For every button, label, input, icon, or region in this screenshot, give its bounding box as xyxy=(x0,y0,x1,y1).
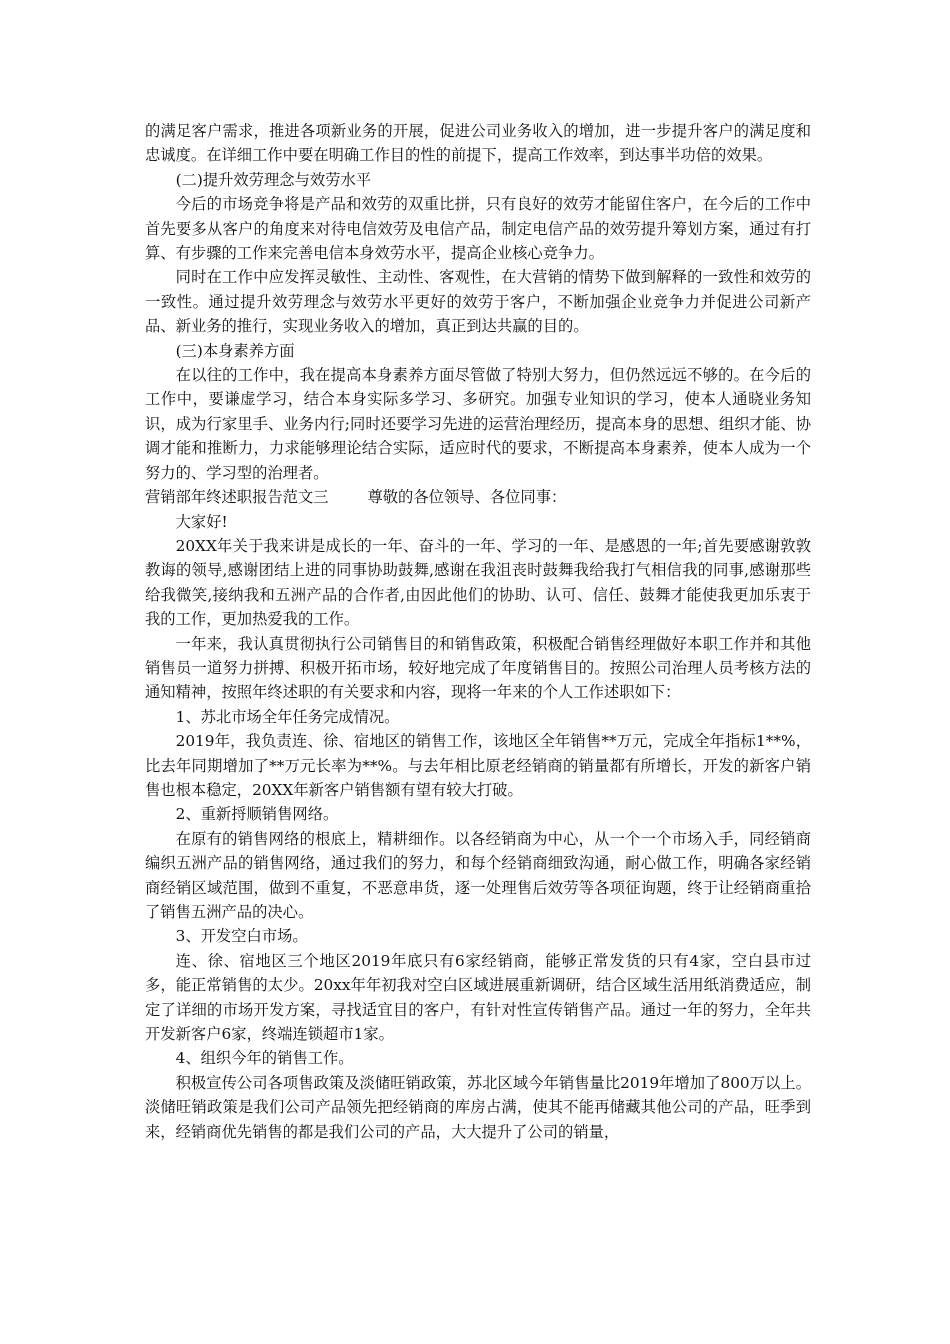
paragraph-greeting: 大家好! xyxy=(175,512,228,531)
paragraph-item-1: 2019年，我负责连、徐、宿地区的销售工作，该地区全年销售**万元，完成全年指标1**%，比去年同期增加了**万元长率为**%。与去年相比原老经销商的销量都有所增长，开发的新客户销售也根本稳定，20XX年新客户销售额有望有较大打破。 xyxy=(145,732,811,799)
paragraph-item-4: 积极宣传公司各项售政策及淡储旺销政策，苏北区域今年销售量比2019年增加了800万以上。淡储旺销政策是我们公司产品领先把经销商的库房占满，使其不能再储藏其他公司的产品，旺季到来，经销商优先销售的都是我们公司的产品，大大提升了公司的销量， xyxy=(145,1073,811,1141)
paragraph-service-1: 今后的市场竞争将是产品和效劳的双重比拼，只有良好的效劳才能留住客户，在今后的工作中首先要多从客户的角度来对待电信效劳及电信产品，制定电信产品的效劳提升筹划方案，通过有打算、有步骤的工作来完善电信本身效劳水平，提高企业核心竞争力。 xyxy=(145,195,811,263)
paragraph-service-2: 同时在工作中应发挥灵敏性、主动性、客观性，在大营销的情势下做到解释的一致性和效劳的一致性。通过提升效劳理念与效劳水平更好的效劳于客户，不断加强企业竞争力并促进公司新产品、新业务的推行，实现业务收入的增加，真正到达共赢的目的。 xyxy=(145,268,811,336)
item-heading-1: 1、苏北市场全年任务完成情况。 xyxy=(175,707,400,726)
paragraph-item-2: 在原有的销售网络的根底上，精耕细作。以各经销商为中心，从一个一个市场入手，同经销商编织五洲产品的销售网络，通过我们的努力，和每个经销商细致沟通，耐心做工作，明确各家经销商经销区域范围，做到不重复，不恶意串货，逐一处理售后效劳等各项征询题，终于让经销商重拾了销售五洲产品的决心。 xyxy=(145,829,811,921)
paragraph-intro-continuation: 的满足客户需求，推进各项新业务的开展，促进公司业务收入的增加，进一步提升客户的满足度和忠诚度。在详细工作中要在明确工作目的性的前提下，提高工作效率，到达事半功倍的效果。 xyxy=(145,122,811,165)
section-heading-self-cultivation: (三)本身素养方面 xyxy=(175,341,295,360)
paragraph-year-overview: 一年来，我认真贯彻执行公司销售目的和销售政策，积极配合销售经理做好本职工作并和其他销售员一道努力拼搏、积极开拓市场，较好地完成了年度销售目的。按照公司治理人员考核方法的通知精神，按照年终述职的有关要求和内容，现将一年来的个人工作述职如下： xyxy=(145,634,811,702)
paragraph-gratitude: 20XX年关于我来讲是成长的一年、奋斗的一年、学习的一年、是感恩的一年;首先要感谢敦敦教诲的领导,感谢团结上进的同事协助鼓舞,感谢在我沮丧时鼓舞我给我打气相信我的同事,感谢那些给我微笑,接纳我和五洲产品的合作者,由因此他们的协助、认可、信任、鼓舞才能使我更加乐衷于我的工作，更加热爱我的工作。 xyxy=(145,536,811,629)
paragraph-item-3: 连、徐、宿地区三个地区2019年底只有6家经销商，能够正常发货的只有4家，空白县市过多，能正常销售的太少。20xx年年初我对空白区域进展重新调研，结合区域生活用纸消费适应，制定了详细的市场开发方案，寻找适宜目的客户，有针对性宣传销售产品。通过一年的努力，全年共开发新客户6家，终端连锁超市1家。 xyxy=(145,951,811,1044)
document-page xyxy=(145,119,811,1144)
section-heading-service: (二)提升效劳理念与效劳水平 xyxy=(175,170,372,189)
item-heading-2: 2、重新捋顺销售网络。 xyxy=(175,805,339,824)
paragraph-self-cultivation: 在以往的工作中，我在提高本身素养方面尽管做了特别大努力，但仍然远远不够的。在今后的工作中，要谦虚学习，结合本身实际多学习、多研究。加强专业知识的学习，使本人通晓业务知识，成为行家里手、业务内行;同时还要学习先进的运营治理经历，提高本身的思想、组织才能、协调才能和推断力，力求能够理论结合实际，适应时代的要求，不断提高本身素养，使本人成为一个努力的、学习型的治理者。 xyxy=(145,366,811,482)
item-heading-4: 4、组织今年的销售工作。 xyxy=(175,1049,354,1068)
report-title-line: 营销部年终述职报告范文三 尊敬的各位领导、各位同事： xyxy=(145,488,567,507)
item-heading-3: 3、开发空白市场。 xyxy=(175,927,308,946)
